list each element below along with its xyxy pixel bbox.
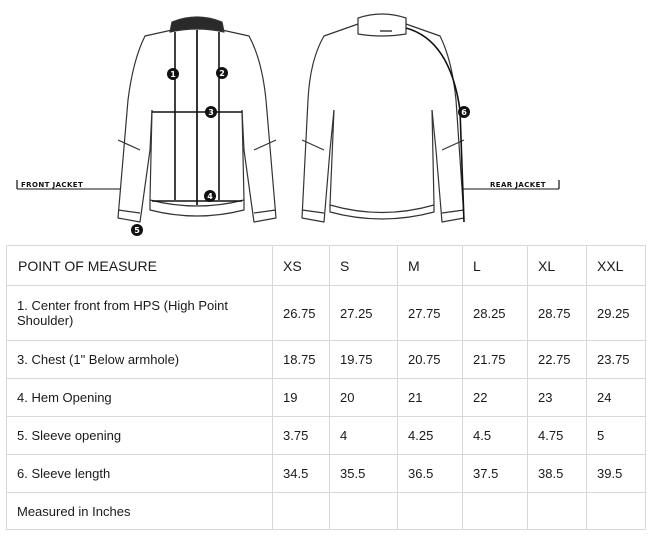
table-row (7, 379, 646, 417)
cell-value: 24 (587, 379, 646, 417)
cell-value: 36.5 (398, 455, 463, 493)
size-chart-table (6, 245, 646, 530)
cell-value: 35.5 (330, 455, 398, 493)
cell-value: 4.5 (463, 417, 528, 455)
measure-markers-rear (458, 106, 470, 118)
front-label (17, 180, 120, 189)
cell-value: 23 (528, 379, 587, 417)
table-footer-row (7, 493, 646, 530)
cell-value: 34.5 (273, 455, 330, 493)
marker-5: 5 (134, 226, 140, 235)
table-row (7, 455, 646, 493)
units-note: Measured in Inches (7, 493, 273, 530)
cell-value: 20 (330, 379, 398, 417)
cell-value: 27.75 (398, 286, 463, 341)
cell-value: 21 (398, 379, 463, 417)
rear-jacket-label: REAR JACKET (490, 181, 546, 189)
header-size-xs: XS (273, 246, 330, 286)
cell-value: 22.75 (528, 341, 587, 379)
cell-value: 28.75 (528, 286, 587, 341)
table-header-row (7, 246, 646, 286)
cell-value: 19.75 (330, 341, 398, 379)
front-jacket-label: FRONT JACKET (21, 181, 84, 189)
cell-value: 22 (463, 379, 528, 417)
measure-markers-front (131, 67, 228, 236)
header-size-xl: XL (528, 246, 587, 286)
table-row (7, 286, 646, 341)
cell-value: 38.5 (528, 455, 587, 493)
header-point-of-measure: POINT OF MEASURE (7, 246, 273, 286)
cell-value: 4.75 (528, 417, 587, 455)
row-label: 5. Sleeve opening (7, 417, 273, 455)
cell-value: 27.25 (330, 286, 398, 341)
cell-value: 4.25 (398, 417, 463, 455)
marker-3: 3 (208, 108, 214, 117)
cell-value: 23.75 (587, 341, 646, 379)
cell-value: 29.25 (587, 286, 646, 341)
table-row (7, 341, 646, 379)
cell-value: 3.75 (273, 417, 330, 455)
header-size-l: L (463, 246, 528, 286)
row-label: 3. Chest (1" Below armhole) (7, 341, 273, 379)
marker-6: 6 (461, 108, 467, 117)
cell-value: 37.5 (463, 455, 528, 493)
header-size-s: S (330, 246, 398, 286)
header-size-xxl: XXL (587, 246, 646, 286)
jacket-illustration (0, 0, 652, 245)
cell-value: 20.75 (398, 341, 463, 379)
front-jacket-drawing (118, 17, 276, 222)
cell-value: 4 (330, 417, 398, 455)
row-label: 4. Hem Opening (7, 379, 273, 417)
cell-value: 18.75 (273, 341, 330, 379)
row-label: 1. Center front from HPS (High Point Shoulder) (7, 286, 273, 341)
header-size-m: M (398, 246, 463, 286)
cell-value: 39.5 (587, 455, 646, 493)
rear-jacket-drawing (302, 14, 464, 222)
row-label: 6. Sleeve length (7, 455, 273, 493)
cell-value: 5 (587, 417, 646, 455)
marker-2: 2 (219, 69, 225, 78)
cell-value: 19 (273, 379, 330, 417)
marker-1: 1 (170, 70, 176, 79)
table-row (7, 417, 646, 455)
cell-value: 28.25 (463, 286, 528, 341)
marker-4: 4 (207, 192, 213, 201)
cell-value: 21.75 (463, 341, 528, 379)
rear-label (462, 180, 559, 189)
cell-value: 26.75 (273, 286, 330, 341)
